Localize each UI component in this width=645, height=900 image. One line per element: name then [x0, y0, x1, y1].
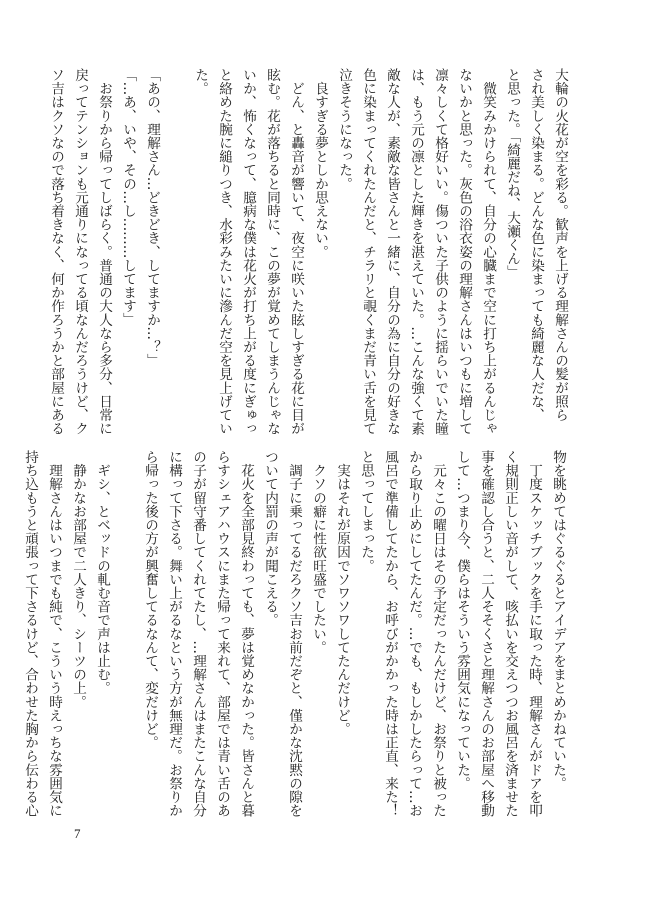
text-line: 戻ってテンションも元通りになってる頃なんだろうけど、ク: [72, 68, 88, 436]
text-line: 静かなお部屋で二人きり、シーツの上。: [70, 450, 86, 709]
text-line: して…つまり今、僕らはそういう雰囲気になっていた。: [454, 450, 470, 790]
text-line: に構って下さる。舞い上がるなという方が無理だ。お祭りか: [166, 450, 182, 818]
lower-text-block: [22, 450, 570, 818]
text-line: され美しく染まる。どんな色に染まっても綺麗な人だな、: [528, 68, 544, 422]
text-line: 眩む。花が落ちると同時に、この夢が覚めてしまうんじゃな: [264, 68, 280, 436]
text-line: いか、怖くなって、臆病な僕は花火が打ち上がる度にぎゅっ: [240, 68, 256, 436]
text-line: と絡めた腕に縋りつき、水彩みたいに滲んだ空を見上げてい: [216, 68, 232, 436]
text-line: 花火を全部見終わっても、夢は覚めなかった。皆さんと暮: [238, 450, 254, 818]
text-line: ないかと思った。灰色の浴衣姿の理解さんはいつもに増して: [456, 68, 472, 436]
text-line: 元々この曜日はその予定だったんだけど、お祭りと被った: [430, 450, 446, 818]
text-line: ついて内罰の声が聞こえる。: [262, 450, 278, 627]
text-line: 敵な人が、素敵な皆さんと一緒に、自分の為に自分の好きな: [384, 68, 400, 436]
text-line: と思ってしまった。: [358, 450, 374, 573]
text-line: 理解さんはいつまでも純で、こういう時えっちな雰囲気に: [46, 450, 62, 818]
text-line: 風呂で準備してたから、お呼びがかかった時は正直、来た！: [382, 450, 398, 818]
text-line: 事を確認し合うと、二人そそくさと理解さんのお部屋へ移動: [478, 450, 494, 818]
text-line: [114, 450, 138, 808]
text-line: 調子に乗ってるだろクソ吉お前だぞと、僅かな沈黙の隙を: [286, 450, 302, 818]
text-line: と思った。「綺麗だね、大瀬くん」: [504, 68, 520, 279]
text-line: く規則正しい音がして、咳払いを交えつつお風呂を済ませた: [502, 450, 518, 818]
text-line: ギシ、とベッドの軋む音で声は止む。: [94, 450, 110, 695]
text-line: 「あの、理解さん…どきどき、してますか…？」: [144, 68, 160, 368]
text-line: 物を眺めてはぐるぐるとアイデアをまとめかねていた。: [550, 450, 566, 790]
text-line: 持ち込もうと頑張って下さるけど、合わせた胸から伝わる心: [22, 450, 38, 818]
text-line: の子が留守番してくれてたし、…理解さんはまたこんな自分: [190, 450, 206, 818]
text-line: ソ吉はクソなので落ち着きなく、何か作ろうかと部屋にある: [48, 68, 64, 436]
text-line: どん、と轟音が響いて、夜空に咲いた眩しすぎる花に目が: [288, 68, 304, 436]
text-line: らすシェアハウスにまた帰って来れて、部屋では青い舌のあ: [214, 450, 230, 818]
text-line: 「…あ、いや、その…し………してます」: [120, 68, 136, 327]
text-line: 大輪の火花が空を彩る。歓声を上げる理解さんの髪が照ら: [552, 68, 568, 422]
text-line: 良すぎる夢としか思えない。: [312, 68, 328, 259]
text-line: 実はそれが原因でソワソワしてたんだけど。: [334, 450, 350, 736]
text-line: から取り止めにしてたんだ。…でも、もしかしたらって…お: [406, 450, 422, 818]
text-line: [164, 68, 188, 446]
text-line: 泣きそうになった。: [336, 68, 352, 191]
page-number: 7: [74, 826, 81, 841]
text-line: ら帰った後の方が興奮してるなんて、変だけど。: [142, 450, 158, 750]
text-line: お祭りから帰ってしばらく。普通の大人なら多分、日常に: [96, 68, 112, 436]
text-line: 微笑みかけられて、自分の心臓まで空に打ち上がるんじゃ: [480, 68, 496, 436]
text-line: 色に染まってくれたんだと、チラリと覗くまだ青い舌を見て: [360, 68, 376, 436]
text-line: クソの癖に性欲旺盛でしたい。: [310, 450, 326, 654]
text-line: た。: [192, 68, 208, 96]
text-line: 丁度スケッチブックを手に取った時、理解さんがドアを叩: [526, 450, 542, 818]
upper-text-block: [48, 68, 572, 446]
text-line: は、もう元の凛とした輝きを湛えていた。…こんな強くて素: [408, 68, 424, 436]
text-line: 凛々しくて格好いい。傷ついた子供のように揺らいでいた瞳: [432, 68, 448, 436]
